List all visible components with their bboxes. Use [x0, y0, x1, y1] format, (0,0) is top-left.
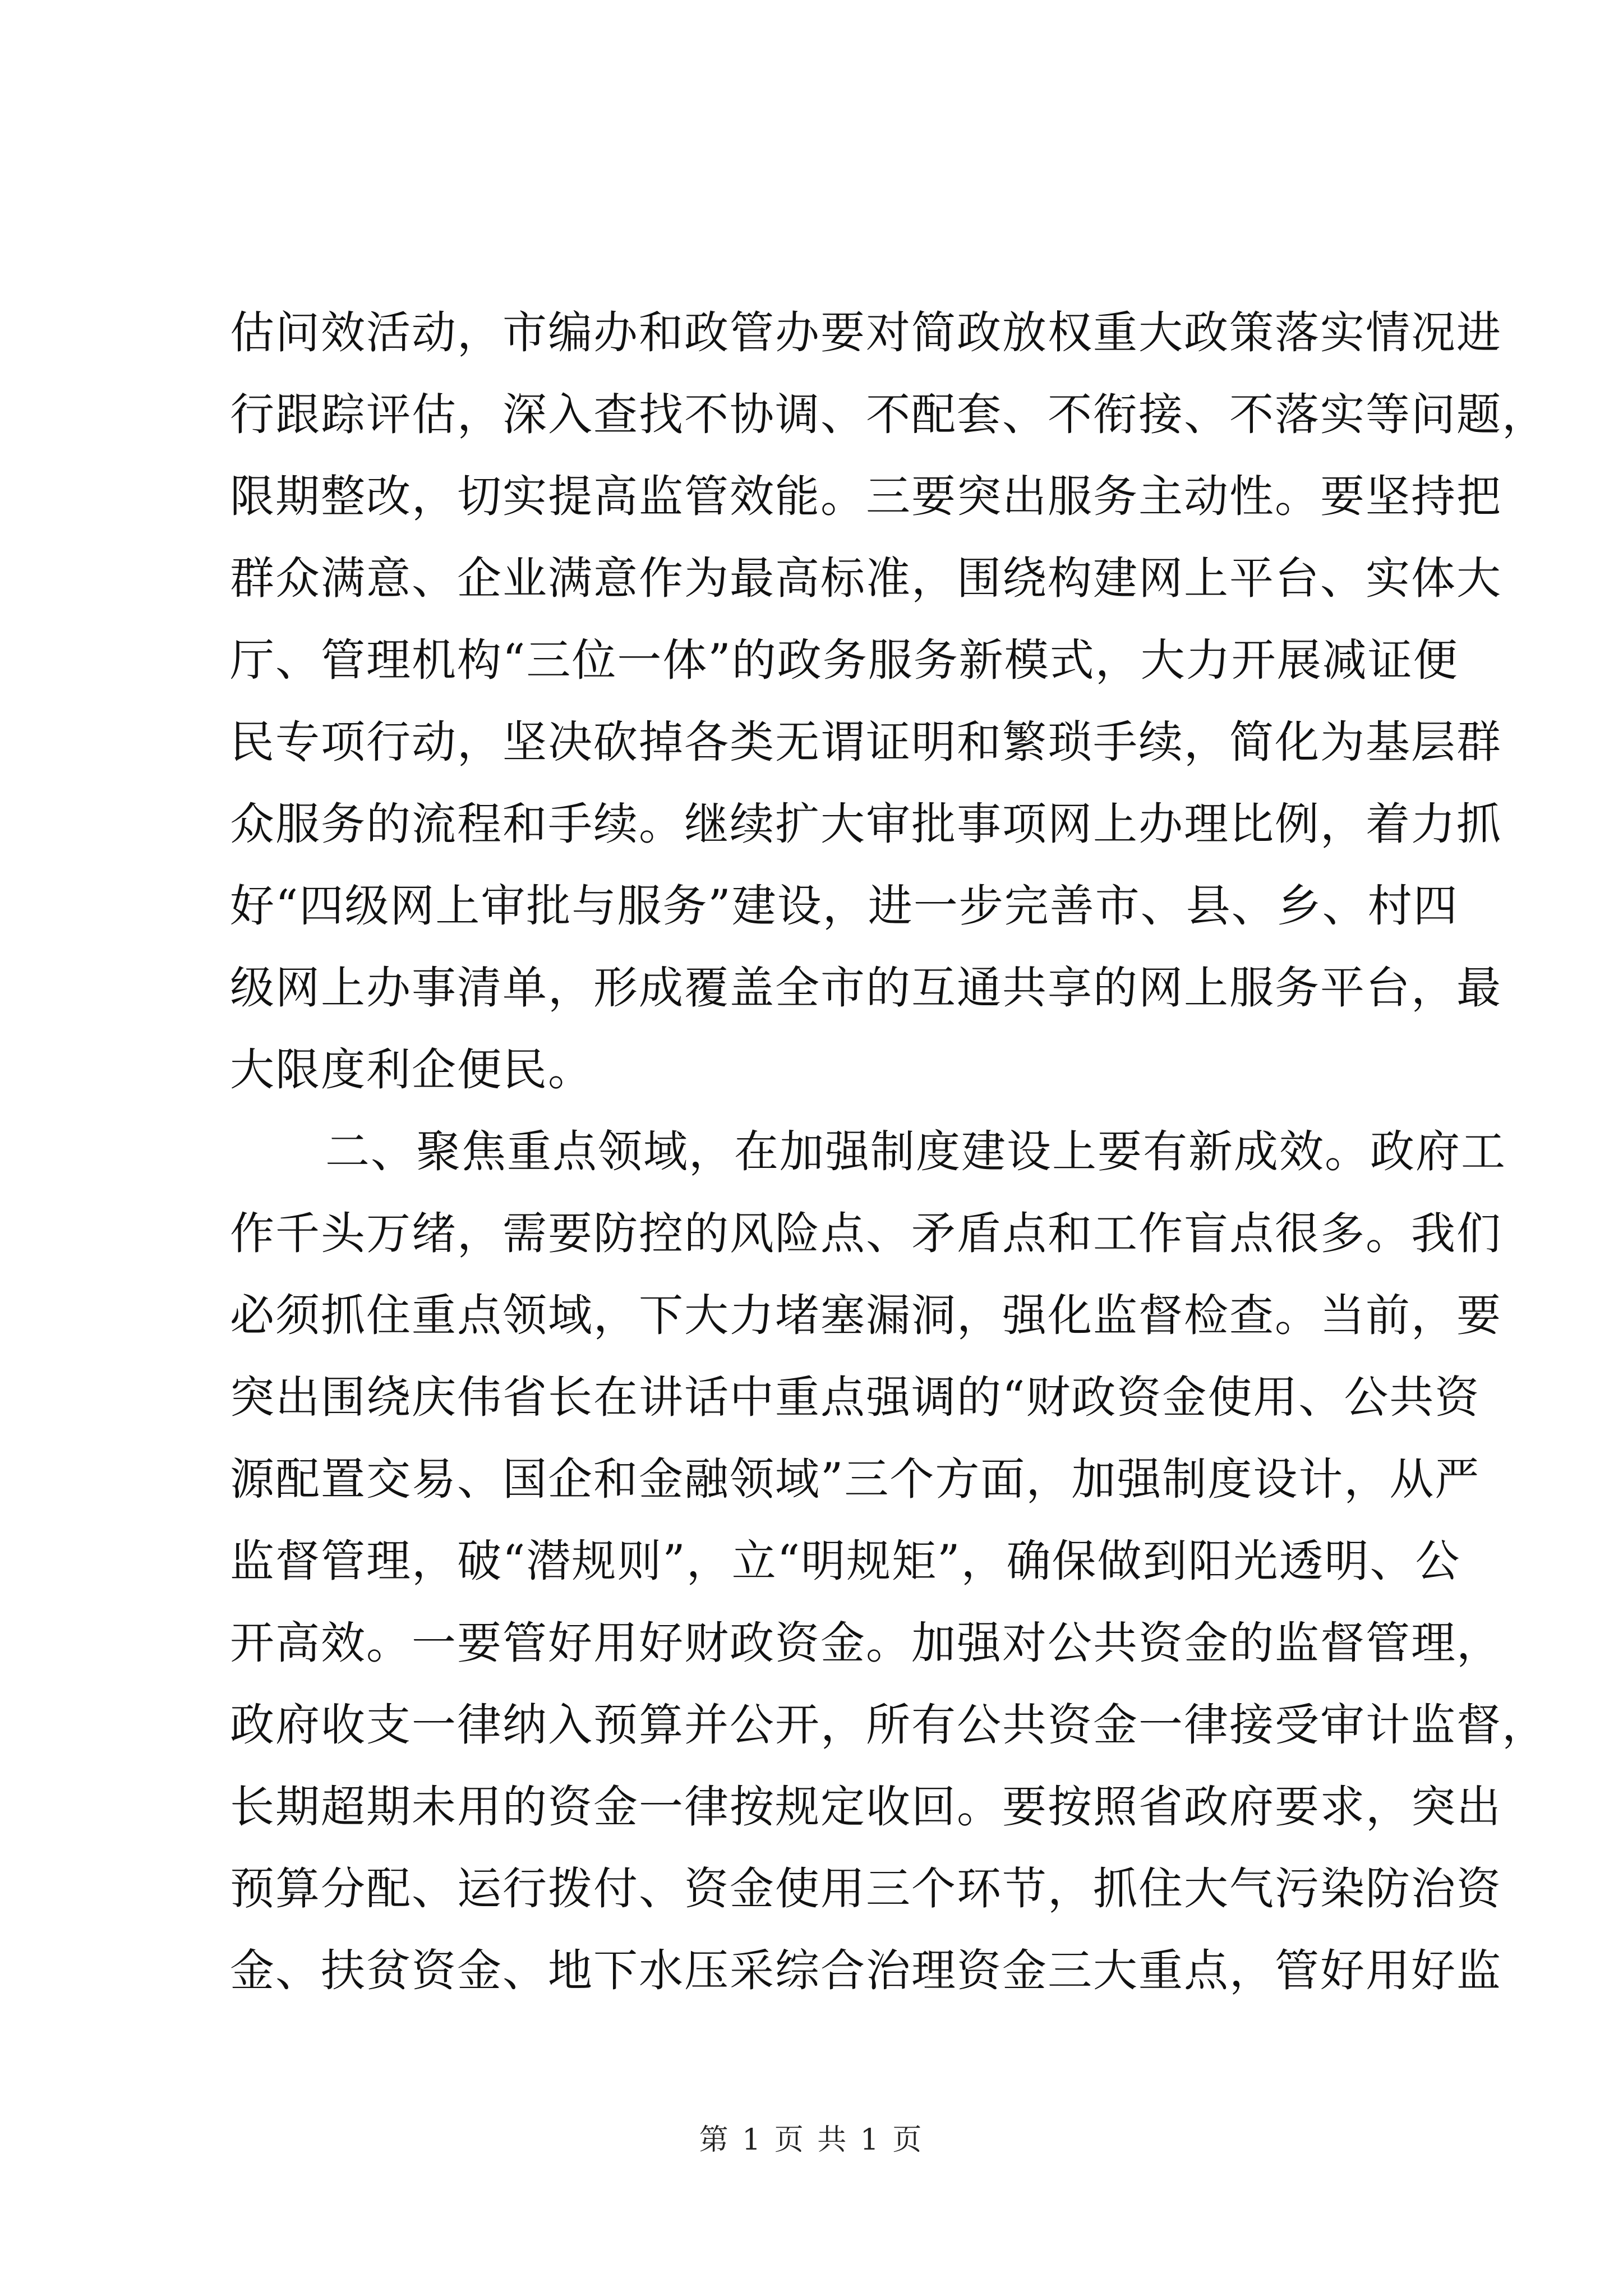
text-line: 群众满意、企业满意作为最高标准，围绕构建网上平台、实体大 — [230, 553, 1502, 604]
document-body — [230, 292, 1547, 2012]
text-line: 监督管理，破“潜规则”，立“明规矩”，确保做到阳光透明、公 — [230, 1535, 1461, 1587]
text-line: 好“四级网上审批与服务”建设，进一步完善市、县、乡、村四 — [230, 880, 1459, 932]
text-line: 长期超期未用的资金一律按规定收回。要按照省政府要求，突出 — [230, 1781, 1502, 1833]
text-line: 政府收支一律纳入预算并公开，所有公共资金一律接受审计监督， — [230, 1699, 1547, 1751]
text-line: 源配置交易、国企和金融领域”三个方面，加强制度设计，从严 — [230, 1453, 1481, 1505]
text-line: 突出围绕庆伟省长在讲话中重点强调的“财政资金使用、公共资 — [230, 1372, 1481, 1423]
text-line: 预算分配、运行拨付、资金使用三个环节，抓住大气污染防治资 — [230, 1863, 1502, 1915]
text-line: 大限度利企便民。 — [230, 1044, 593, 1096]
paragraph-1 — [230, 292, 1547, 1111]
text-line: 估问效活动，市编办和政管办要对简政放权重大政策落实情况进 — [230, 307, 1502, 358]
text-line: 必须抓住重点领域，下大力堵塞漏洞，强化监督检查。当前，要 — [230, 1290, 1502, 1341]
paragraph-2 — [230, 1111, 1547, 2012]
text-line: 众服务的流程和手续。继续扩大审批事项网上办理比例，着力抓 — [230, 798, 1502, 850]
text-line: 限期整改，切实提高监管效能。三要突出服务主动性。要坚持把 — [230, 471, 1502, 522]
page-number-footer: 第 1 页 共 1 页 — [699, 2123, 924, 2157]
text-line: 作千头万绪，需要防控的风险点、矛盾点和工作盲点很多。我们 — [230, 1208, 1502, 1259]
text-line: 开高效。一要管好用好财政资金。加强对公共资金的监督管理， — [230, 1617, 1502, 1669]
text-line: 民专项行动，坚决砍掉各类无谓证明和繁琐手续，简化为基层群 — [230, 716, 1502, 768]
text-line: 金、扶贫资金、地下水压采综合治理资金三大重点，管好用好监 — [230, 1945, 1502, 1996]
text-line: 厅、管理机构“三位一体”的政务服务新模式，大力开展减证便 — [230, 634, 1459, 686]
text-line: 行跟踪评估，深入查找不协调、不配套、不衔接、不落实等问题， — [230, 389, 1547, 440]
text-line: 二、聚焦重点领域，在加强制度建设上要有新成效。政府工 — [325, 1126, 1506, 1177]
text-line: 级网上办事清单，形成覆盖全市的互通共享的网上服务平台，最 — [230, 962, 1502, 1014]
